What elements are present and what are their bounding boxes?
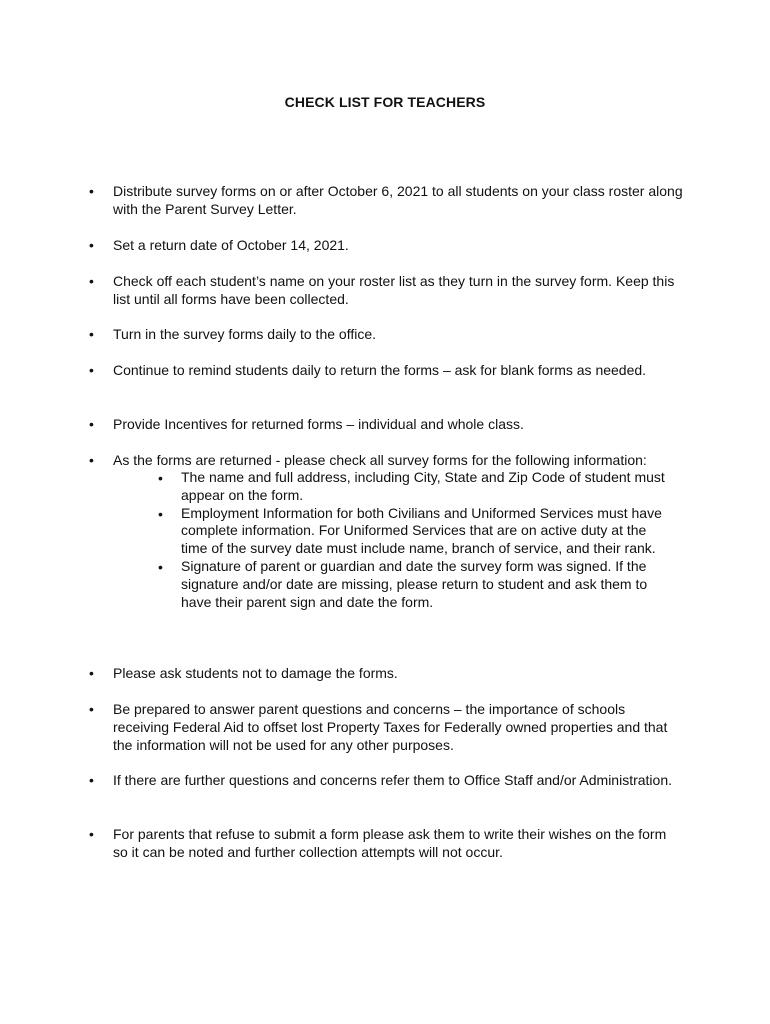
bullet-icon: • (89, 826, 94, 842)
list-item (89, 451, 683, 611)
bullet-icon: • (89, 362, 94, 378)
bullet-icon: • (89, 772, 94, 788)
bullet-icon: • (158, 470, 163, 486)
list-item-text: Please ask students not to damage the forms. (113, 665, 398, 681)
bullet-icon: • (158, 558, 163, 575)
list-item-text: Provide Incentives for returned forms – individual and whole class. (113, 416, 524, 432)
list-item-text: Check off each student’s name on your roster list as they turn in the survey form. Keep this list until all forms have been collected. (113, 273, 675, 307)
list-item-text: As the forms are returned - please check all survey forms for the following information: (113, 452, 647, 468)
list-item (89, 325, 683, 343)
list-item-text: Be prepared to answer parent questions and concerns – the importance of schools receiving Federal Aid to offset lost Property Taxes for Federally owned properties and that the information will not be used for any other purposes. (113, 701, 668, 753)
sublist-item-text: Signature of parent or guardian and date the survey form was signed. If the signature and/or date are missing, please return to student and ask them to have their parent sign and date the form. (181, 557, 648, 610)
sublist-item-text: The name and full address, including City, State and Zip Code of student must appear on the form. (181, 469, 665, 503)
list-item (89, 664, 683, 682)
sublist-item-text: Employment Information for both Civilians and Uniformed Services must have complete information. For Uniformed Services that are on active duty at the time of the survey date must include name, branch of service, and their rank. (181, 504, 662, 557)
list-item (89, 700, 683, 754)
bullet-icon: • (89, 237, 94, 253)
sublist-item (113, 558, 671, 611)
list-item (89, 361, 683, 379)
bullet-icon: • (89, 701, 94, 717)
list-item (89, 182, 683, 218)
list-item (89, 236, 683, 254)
list-item-text: Set a return date of October 14, 2021. (113, 237, 349, 253)
bullet-icon: • (89, 452, 94, 468)
bullet-icon: • (89, 183, 94, 199)
page-title: CHECK LIST FOR TEACHERS (284, 94, 486, 110)
list-item-text: If there are further questions and concerns refer them to Office Staff and/or Administration. (113, 772, 673, 788)
bullet-icon: • (89, 326, 94, 342)
list-item-text: Continue to remind students daily to return the forms – ask for blank forms as needed. (113, 362, 647, 378)
list-item (89, 415, 683, 433)
bullet-icon: • (158, 505, 163, 522)
list-item-text: For parents that refuse to submit a form please ask them to write their wishes on the form so it can be noted and further collection attempts will not occur. (113, 826, 667, 860)
sublist (113, 469, 683, 611)
bullet-icon: • (89, 416, 94, 432)
list-item-text: Distribute survey forms on or after October 6, 2021 to all students on your class roster along with the Parent Survey Letter. (113, 183, 683, 217)
list-item-text: Turn in the survey forms daily to the office. (113, 326, 377, 342)
bullet-icon: • (89, 273, 94, 289)
bullet-icon: • (89, 665, 94, 681)
list-item (89, 825, 683, 861)
list-item (89, 272, 683, 308)
list-item (89, 771, 683, 789)
sublist-item (113, 469, 671, 505)
sublist-item (113, 505, 671, 558)
